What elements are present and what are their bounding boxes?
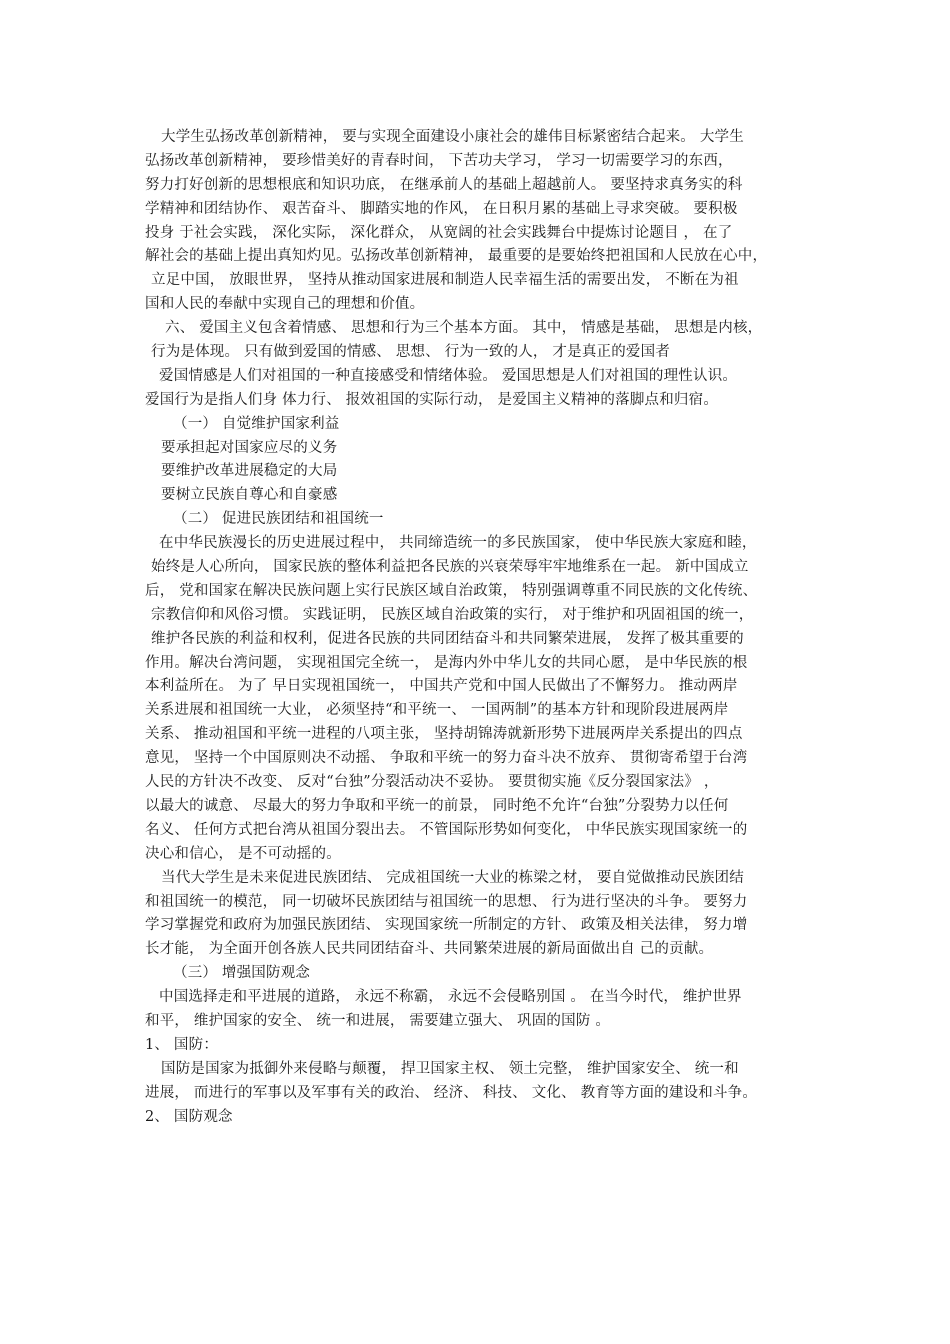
paragraph-line: 国防是国家为抵御外来侵略与颠覆， 捍卫国家主权、 领土完整， 维护国家安全、 统一和 bbox=[161, 1060, 739, 1077]
paragraph-line: 和平， 维护国家的安全、 统一和进展， 需要建立强大、 巩固的国防 。 bbox=[145, 1012, 611, 1029]
paragraph-line: 六、 爱国主义包含着情感、 思想和行为三个基本方面。 其中， 情感是基础， 思想是内核， bbox=[165, 320, 763, 337]
list-item: 要树立民族自尊心和自豪感 bbox=[161, 487, 338, 504]
paragraph-line: 名义、 任何方式把台湾从祖国分裂出去。 不管国际形势如何变化， 中华民族实现国家统一的 bbox=[145, 821, 748, 838]
paragraph-line: 作用。解决台湾问题， 实现祖国完全统一， 是海内外中华儿女的共同心愿， 是中华民族的根 bbox=[145, 654, 748, 671]
paragraph-line: 宗教信仰和风俗习惯。 实践证明， 民族区域自治政策的实行， 对于维护和巩固祖国的统一， bbox=[151, 606, 754, 623]
paragraph-line: 学习掌握党和政府为加强民族团结、 实现国家统一所制定的方针、 政策及相关法律， 努力增 bbox=[145, 917, 748, 934]
section-heading: （二） 促进民族团结和祖国统一 bbox=[173, 511, 384, 528]
paragraph-line: 学精神和团结协作、 艰苦奋斗、 脚踏实地的作风， 在日积月累的基础上寻求突破。 要积极 bbox=[145, 200, 738, 217]
paragraph-line: 中国选择走和平进展的道路， 永远不称霸， 永远不会侵略别国 。 在当今时代， 维护世界 bbox=[159, 989, 742, 1006]
paragraph-line: 爱国行为是指人们身 体力行、 报效祖国的实际行动， 是爱国主义精神的落脚点和归宿。 bbox=[145, 391, 719, 408]
section-heading: （一） 自觉维护国家利益 bbox=[173, 415, 340, 432]
list-item: 要承担起对国家应尽的义务 bbox=[161, 439, 338, 456]
paragraph-line: 决心和信心， 是不可动摇的。 bbox=[145, 845, 341, 862]
paragraph-line: 人民的方针决不改变、 反对“台独”分裂活动决不妥协。 要贯彻实施《反分裂国家法》 ， bbox=[145, 774, 719, 791]
paragraph-line: 意见， 坚持一个中国原则决不动摇、 争取和平统一的努力奋斗决不放弃、 贯彻寄希望于台湾 bbox=[145, 750, 748, 767]
section-heading: （三） 增强国防观念 bbox=[173, 965, 311, 982]
numbered-heading: 2、 国防观念 bbox=[145, 1108, 233, 1125]
paragraph-line: 解社会的基础上提出真知灼见。弘扬改革创新精神， 最重要的是要始终把祖国和人民放在心中， bbox=[145, 248, 768, 265]
paragraph-line: 弘扬改革创新精神， 要珍惜美好的青春时间， 下苦功夫学习， 学习一切需要学习的东西， bbox=[145, 152, 733, 169]
paragraph-line: 爱国情感是人们对祖国的一种直接感受和情绪体验。 爱国思想是人们对祖国的理性认识。 bbox=[159, 367, 738, 384]
numbered-heading: 1、 国防： bbox=[145, 1036, 219, 1053]
paragraph-line: 维护各民族的利益和权利，促进各民族的共同团结奋斗和共同繁荣进展， 发挥了极其重要的 bbox=[151, 630, 744, 647]
paragraph-line: 本利益所在。 为了 早日实现祖国统一， 中国共产党和中国人民做出了不懈努力。 推动两岸 bbox=[145, 678, 738, 695]
paragraph-line: 进展， 而进行的军事以及军事有关的政治、 经济、 科技、 文化、 教育等方面的建设和斗争。 bbox=[145, 1084, 758, 1101]
paragraph-line: 关系、 推动祖国和平统一进程的八项主张， 坚持胡锦涛就新形势下进展两岸关系提出的四点 bbox=[145, 726, 743, 743]
paragraph-line: 当代大学生是未来促进民族团结、 完成祖国统一大业的栋梁之材， 要自觉做推动民族团结 bbox=[161, 869, 744, 886]
paragraph-line: 始终是人心所向， 国家民族的整体利益把各民族的兴衰荣辱牢牢地维系在一起。 新中国成立 bbox=[151, 559, 749, 576]
paragraph-line: 国和人民的奉献中实现自己的理想和价值。 bbox=[145, 296, 425, 313]
paragraph-line: 行为是体现。 只有做到爱国的情感、 思想、 行为一致的人， 才是真正的爱国者 bbox=[151, 344, 671, 361]
paragraph-line: 后， 党和国家在解决民族问题上实行民族区域自治政策， 特别强调尊重不同民族的文化传统、 bbox=[145, 582, 758, 599]
paragraph-line: 大学生弘扬改革创新精神， 要与实现全面建设小康社会的雄伟目标紧密结合起来。 大学生 bbox=[161, 129, 744, 145]
paragraph-line: 以最大的诚意、 尽最大的努力争取和平统一的前景， 同时绝不允许“台独”分裂势力以任何 bbox=[145, 797, 729, 814]
paragraph-line: 在中华民族漫长的历史进展过程中， 共同缔造统一的多民族国家， 使中华民族大家庭和睦， bbox=[159, 535, 757, 552]
paragraph-line: 立足中国， 放眼世界， 坚持从推动国家进展和制造人民幸福生活的需要出发， 不断在为祖 bbox=[151, 272, 739, 289]
paragraph-line: 关系进展和祖国统一大业， 必须坚持“和平统一、 一国两制”的基本方针和现阶段进展两岸 bbox=[145, 702, 729, 719]
paragraph-line: 努力打好创新的思想根底和知识功底， 在继承前人的基础上超越前人。 要坚持求真务实的科 bbox=[145, 176, 743, 193]
paragraph-line: 长才能， 为全面开创各族人民共同团结奋斗、共同繁荣进展的新局面做出自 己的贡献。 bbox=[145, 941, 714, 958]
document-body bbox=[145, 126, 815, 1129]
list-item: 要维护改革进展稳定的大局 bbox=[161, 463, 338, 480]
paragraph-line: 投身 于社会实践， 深化实际， 深化群众， 从宽阔的社会实践舞台中提炼讨论题目 ， 在了 bbox=[145, 224, 733, 241]
paragraph-line: 和祖国统一的模范， 同一切破坏民族团结与祖国统一的思想、 行为进行坚决的斗争。 要努力 bbox=[145, 893, 748, 910]
